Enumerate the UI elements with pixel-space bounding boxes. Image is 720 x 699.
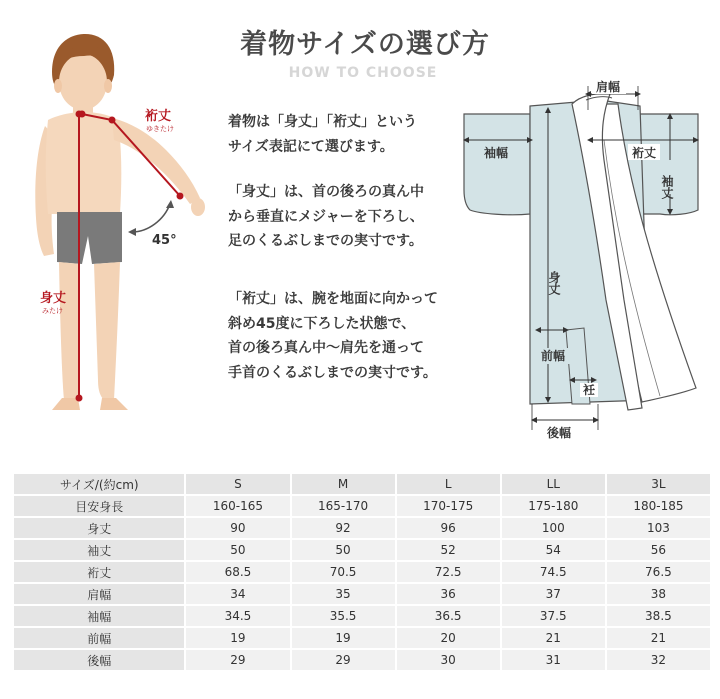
table-cell: 34 — [186, 584, 289, 604]
figure-shorts — [57, 212, 122, 264]
table-row-label: 目安身長 — [14, 496, 184, 516]
table-cell: 29 — [292, 650, 395, 670]
table-row — [14, 540, 710, 560]
table-cell: 90 — [186, 518, 289, 538]
table-cell: 37 — [502, 584, 605, 604]
yukitake-label: 裄丈 — [145, 109, 172, 124]
sodetake-label: 袖丈 — [660, 175, 674, 199]
page-subtitle: HOW TO CHOOSE — [288, 65, 438, 81]
table-cell: 56 — [607, 540, 710, 560]
table-cell: 38 — [607, 584, 710, 604]
table-header-row — [14, 474, 710, 494]
table-cell: 21 — [607, 628, 710, 648]
table-cell: 34.5 — [186, 606, 289, 626]
yukitake-reading: ゆきたけ — [146, 125, 174, 133]
figure-torso — [46, 112, 122, 214]
table-cell: 37.5 — [502, 606, 605, 626]
table-row-label: 肩幅 — [14, 584, 184, 604]
table-column-header: S — [186, 474, 289, 494]
mitake-kimono-label: 身丈 — [547, 271, 561, 295]
table-cell: 165-170 — [292, 496, 395, 516]
ushirohaba-label: 後幅 — [547, 426, 572, 440]
table-row-label: 裄丈 — [14, 562, 184, 582]
table-cell: 52 — [397, 540, 500, 560]
table-cell: 100 — [502, 518, 605, 538]
table-row — [14, 518, 710, 538]
description-line: 「身丈」は、首の後ろの真ん中 — [228, 184, 424, 200]
sodehaba-label: 袖幅 — [484, 146, 509, 160]
table-row — [14, 650, 710, 670]
table-cell: 96 — [397, 518, 500, 538]
table-row — [14, 562, 710, 582]
table-cell: 35 — [292, 584, 395, 604]
table-cell: 35.5 — [292, 606, 395, 626]
yukitake-kimono-label: 裄丈 — [632, 146, 657, 160]
table-cell: 32 — [607, 650, 710, 670]
table-cell: 170-175 — [397, 496, 500, 516]
table-column-header: LL — [502, 474, 605, 494]
table-row — [14, 584, 710, 604]
mitake-label: 身丈 — [40, 291, 67, 306]
description-line: から垂直にメジャーを下ろし、 — [228, 208, 424, 225]
table-cell: 50 — [186, 540, 289, 560]
description-line: 着物は「身丈」「裄丈」という — [228, 114, 417, 130]
table-row — [14, 628, 710, 648]
table-cell: 68.5 — [186, 562, 289, 582]
description-line: 足のくるぶしまでの実寸です。 — [228, 233, 423, 249]
table-cell: 20 — [397, 628, 500, 648]
table-cell: 54 — [502, 540, 605, 560]
table-cell: 92 — [292, 518, 395, 538]
table-row — [14, 496, 710, 516]
table-cell: 160-165 — [186, 496, 289, 516]
description-line: 斜め45度に下ろした状態で、 — [228, 315, 416, 332]
table-row-label: 袖幅 — [14, 606, 184, 626]
katahaba-label: 肩幅 — [596, 80, 621, 94]
table-cell: 21 — [502, 628, 605, 648]
description-yukitake — [228, 287, 478, 385]
table-row-label: 後幅 — [14, 650, 184, 670]
table-cell: 38.5 — [607, 606, 710, 626]
table-cell: 70.5 — [292, 562, 395, 582]
mitake-reading: みたけ — [42, 307, 63, 315]
table-column-header: L — [397, 474, 500, 494]
description-line: 手首のくるぶしまでの実寸です。 — [228, 364, 437, 381]
page-title: 着物サイズの選び方 — [240, 29, 490, 60]
description-line: サイズ表記にて選びます。 — [228, 138, 394, 155]
figure-head — [59, 54, 107, 110]
description-mitake — [228, 180, 478, 254]
table-cell: 76.5 — [607, 562, 710, 582]
size-table — [12, 472, 712, 672]
table-cell: 30 — [397, 650, 500, 670]
table-row-label: 前幅 — [14, 628, 184, 648]
table-corner-cell: サイズ/(約cm) — [14, 474, 184, 494]
table-row-label: 袖丈 — [14, 540, 184, 560]
body-measure-figure — [0, 30, 225, 420]
table-cell: 175-180 — [502, 496, 605, 516]
table-cell: 74.5 — [502, 562, 605, 582]
table-cell: 36.5 — [397, 606, 500, 626]
maehaba-label: 前幅 — [541, 349, 566, 363]
table-cell: 180-185 — [607, 496, 710, 516]
table-cell: 50 — [292, 540, 395, 560]
table-cell: 31 — [502, 650, 605, 670]
table-cell: 36 — [397, 584, 500, 604]
table-row-label: 身丈 — [14, 518, 184, 538]
description-line: 「裄丈」は、腕を地面に向かって — [228, 291, 438, 307]
description-line: 首の後ろ真ん中〜肩先を通って — [228, 340, 424, 356]
table-cell: 103 — [607, 518, 710, 538]
table-cell: 29 — [186, 650, 289, 670]
kimono-diagram — [455, 76, 710, 446]
okumi-label: 衽 — [583, 383, 596, 397]
angle-label: 45° — [152, 233, 177, 248]
table-cell: 19 — [292, 628, 395, 648]
table-row — [14, 606, 710, 626]
table-cell: 72.5 — [397, 562, 500, 582]
description-intro — [228, 110, 478, 159]
table-column-header: M — [292, 474, 395, 494]
table-cell: 19 — [186, 628, 289, 648]
table-column-header: 3L — [607, 474, 710, 494]
